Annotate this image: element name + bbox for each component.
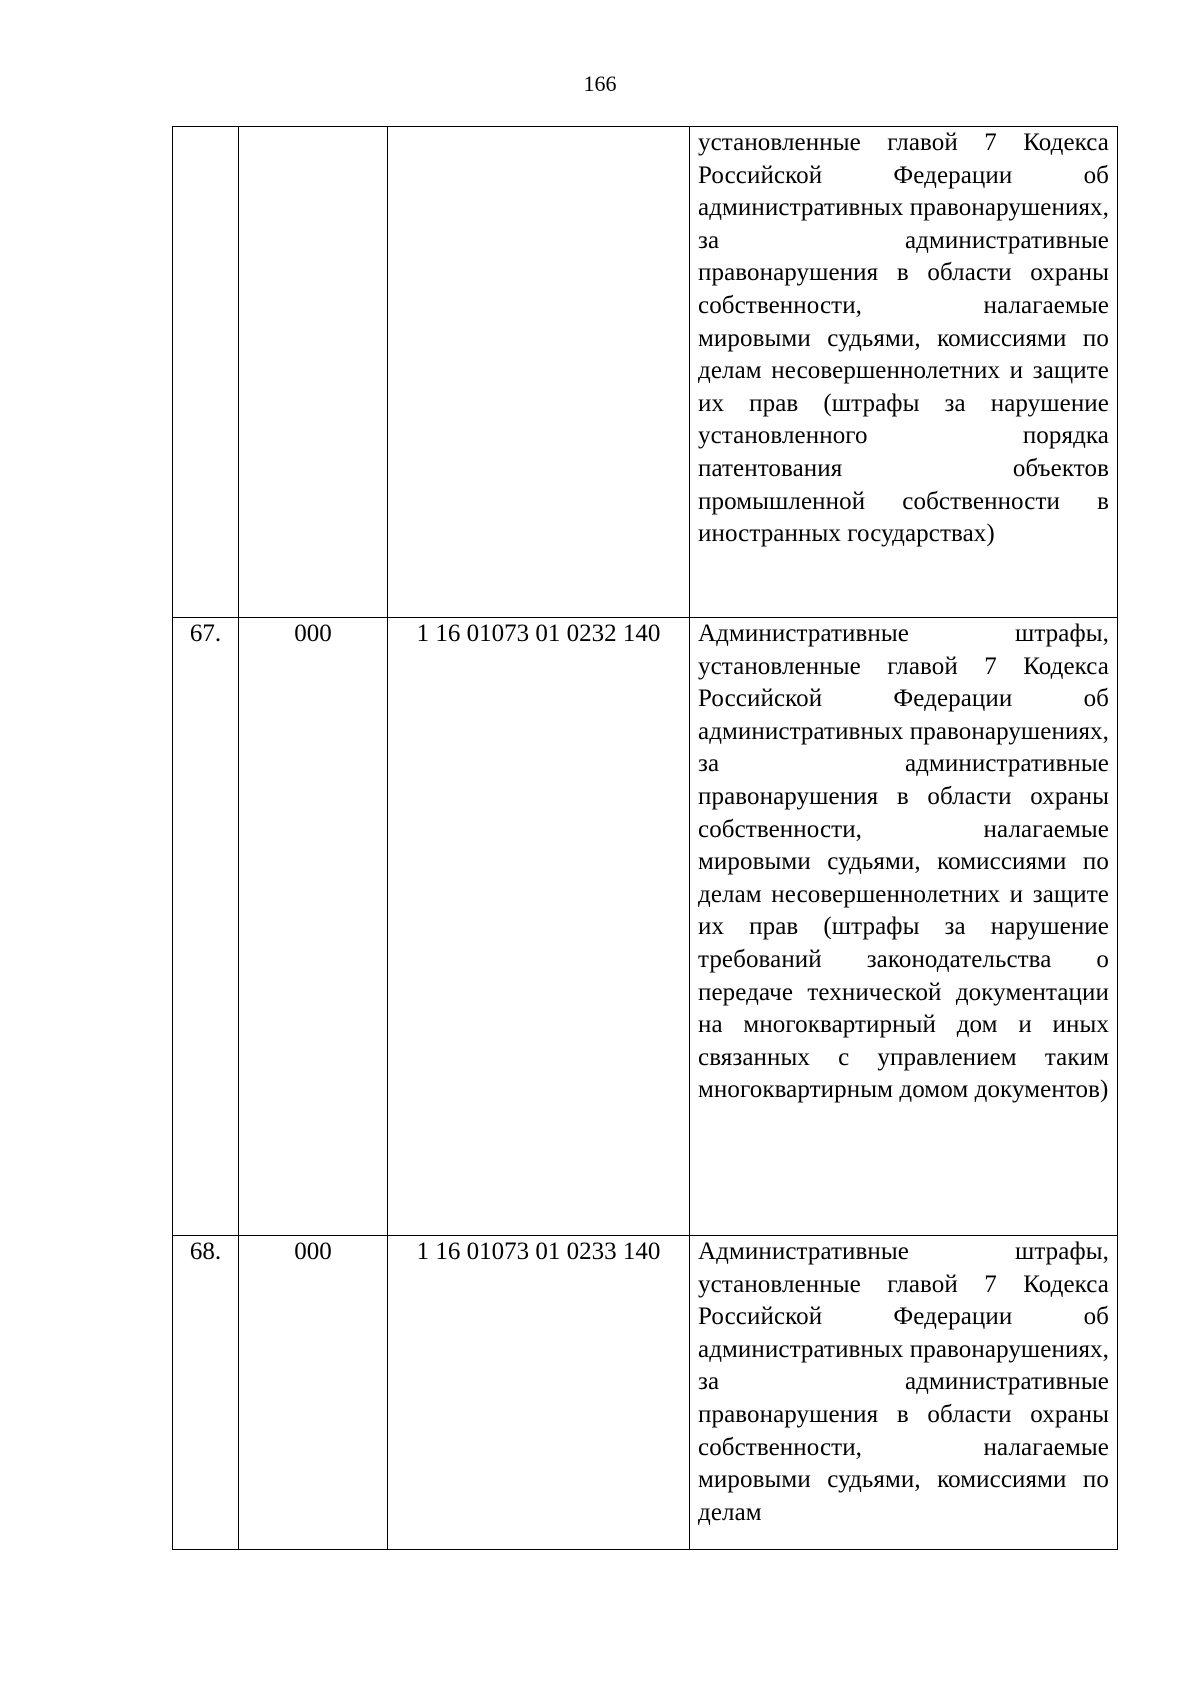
administrator-code-cell: 000 <box>239 618 388 1236</box>
description-cell: установленные главой 7 Кодекса Российской Федерации об административных правонарушениях, за административные правонарушения в области охраны собственности, налагаемые мировыми судьями, комиссиями по делам несовершеннолетних и защите их прав (штрафы за нарушение установленного порядка патентования объектов промышленной собственности в иностранных государствах) <box>690 127 1118 618</box>
table-row-continuation <box>173 127 1118 618</box>
row-number-cell: 67. <box>173 618 239 1236</box>
budget-code-cell: 1 16 01073 01 0233 140 <box>388 1236 690 1550</box>
row-number-cell <box>173 127 239 618</box>
administrator-code-cell: 000 <box>239 1236 388 1550</box>
table-row-68 <box>173 1236 1118 1550</box>
table-row-67 <box>173 618 1118 1236</box>
description-cell: Административные штрафы, установленные главой 7 Кодекса Российской Федерации об административных правонарушениях, за административные правонарушения в области охраны собственности, налагаемые мировыми судьями, комиссиями по делам <box>690 1236 1118 1550</box>
budget-code-cell <box>388 127 690 618</box>
description-cell: Административные штрафы, установленные главой 7 Кодекса Российской Федерации об административных правонарушениях, за административные правонарушения в области охраны собственности, налагаемые мировыми судьями, комиссиями по делам несовершеннолетних и защите их прав (штрафы за нарушение требований законодательства о передаче технической документации на многоквартирный дом и иных связанных с управлением таким многоквартирным домом документов) <box>690 618 1118 1236</box>
budget-code-cell: 1 16 01073 01 0232 140 <box>388 618 690 1236</box>
budget-classification-table <box>172 126 1118 1550</box>
row-number-cell: 68. <box>173 1236 239 1550</box>
administrator-code-cell <box>239 127 388 618</box>
page-number: 166 <box>583 71 617 96</box>
